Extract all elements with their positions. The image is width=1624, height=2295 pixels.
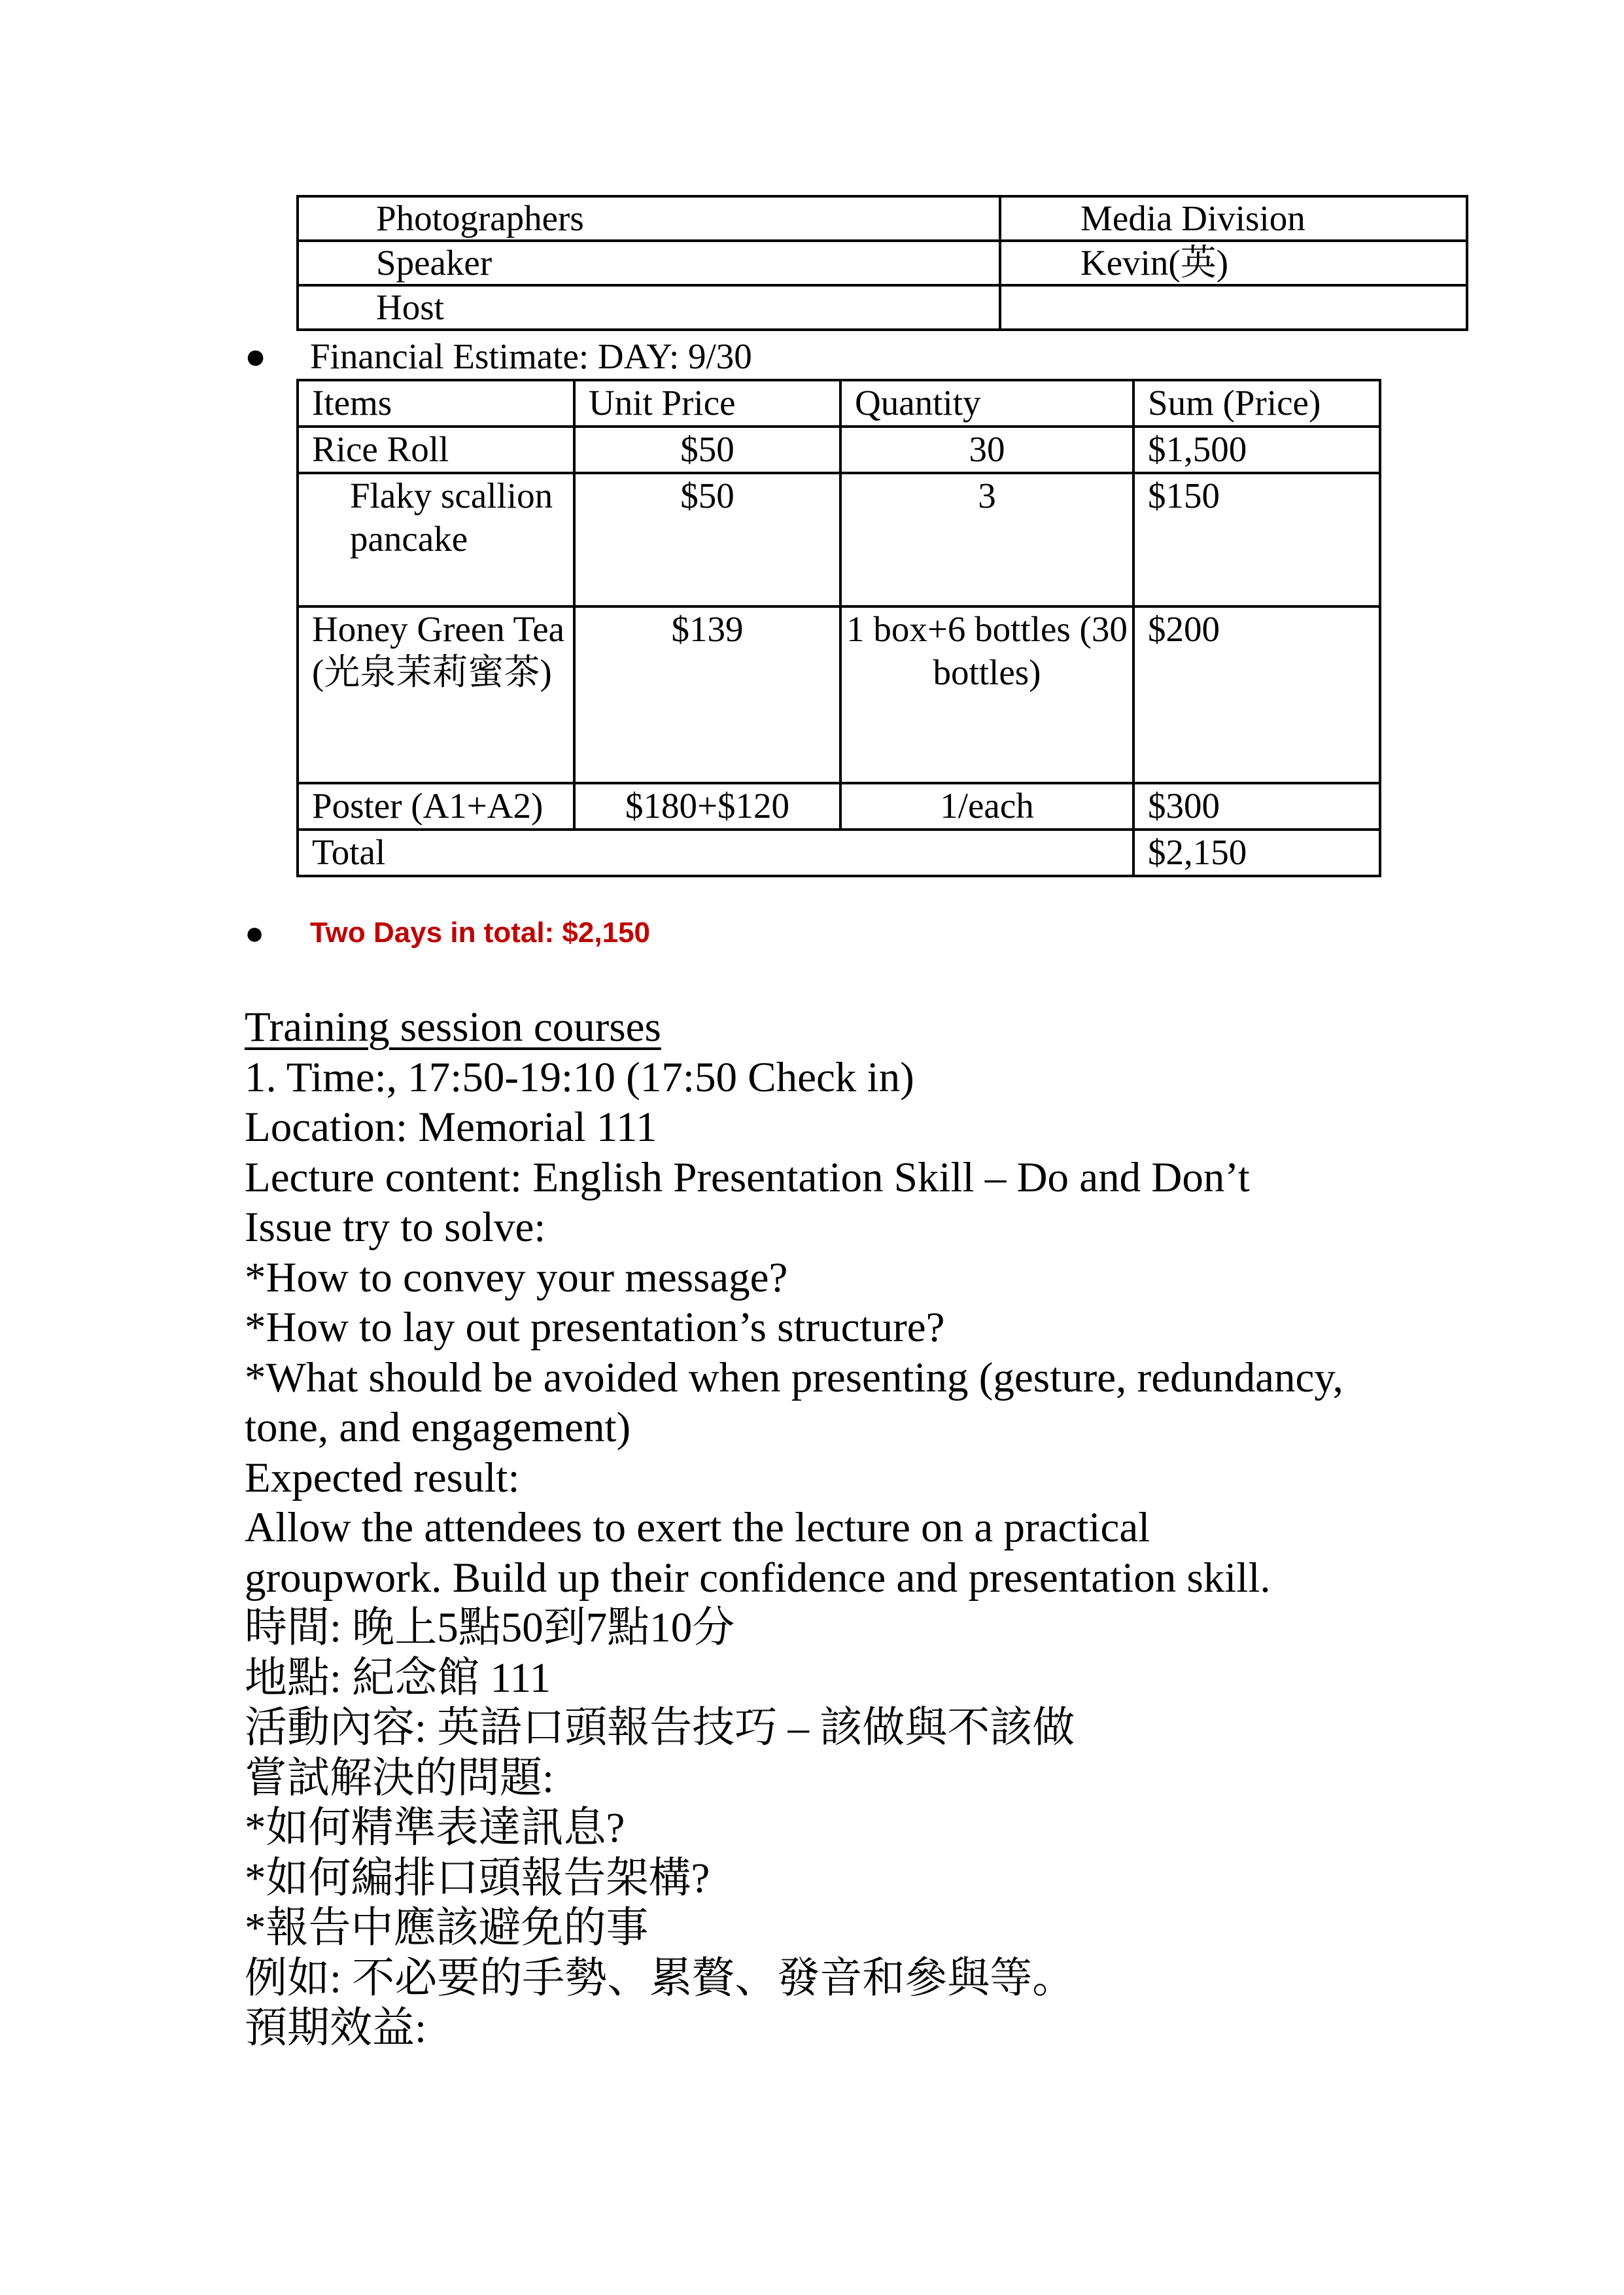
roles-table <box>296 195 1468 331</box>
training-line: 例如: 不必要的手勢、累贅、發音和參與等。 <box>245 1954 1075 2002</box>
training-line: groupwork. Build up their confidence and presentation skill. <box>245 1554 1271 1602</box>
item-cell: Poster (A1+A2) <box>298 783 574 830</box>
table-row <box>298 285 1467 330</box>
table-row <box>298 241 1467 285</box>
column-header: Unit Price <box>574 380 840 427</box>
item-cell: Honey Green Tea (光泉茉莉蜜茶) <box>298 606 574 783</box>
sum-cell: $1,500 <box>1133 427 1380 473</box>
role-cell: Host <box>298 285 1000 330</box>
total-value-cell: $2,150 <box>1133 830 1380 876</box>
training-line: *How to lay out presentation’s structure? <box>245 1304 945 1351</box>
table-row <box>298 473 1380 606</box>
item-cell: Rice Roll <box>298 427 574 473</box>
training-line: Issue try to solve: <box>245 1204 546 1251</box>
training-line: *報告中應該避免的事 <box>245 1904 649 1952</box>
role-cell: Photographers <box>298 196 1000 241</box>
total-label-cell: Total <box>298 830 1133 876</box>
training-line: *How to convey your message? <box>245 1253 788 1301</box>
item-cell: Flaky scallion pancake <box>298 473 574 606</box>
column-header: Items <box>298 380 574 427</box>
assignee-cell <box>1000 285 1467 330</box>
unit-price-cell: $50 <box>574 473 840 606</box>
bullet-icon: ● <box>245 915 265 951</box>
training-line: 時間: 晚上5點50到7點10分 <box>245 1604 735 1651</box>
financial-table <box>296 379 1381 877</box>
two-days-total-bullet <box>245 915 651 953</box>
training-line: Allow the attendees to exert the lecture on a practical <box>245 1504 1150 1551</box>
two-days-total-text: Two Days in total: $2,150 <box>310 917 651 949</box>
training-line: Expected result: <box>245 1454 520 1501</box>
column-header: Quantity <box>840 380 1133 427</box>
unit-price-cell: $50 <box>574 427 840 473</box>
assignee-cell: Media Division <box>1000 196 1467 241</box>
unit-price-cell: $139 <box>574 606 840 783</box>
training-line: Location: Memorial 111 <box>245 1104 657 1151</box>
table-header-row <box>298 380 1380 427</box>
training-line: 預期效益: <box>245 2005 427 2052</box>
quantity-cell: 30 <box>840 427 1133 473</box>
role-cell: Speaker <box>298 241 1000 285</box>
training-line: tone, and engagement) <box>245 1404 631 1451</box>
training-section <box>245 1002 1487 2054</box>
training-line: 1. Time:, 17:50-19:10 (17:50 Check in) <box>245 1053 914 1101</box>
assignee-cell: Kevin(英) <box>1000 241 1467 285</box>
financial-estimate-heading: Financial Estimate: DAY: 9/30 <box>310 336 752 376</box>
quantity-cell: 1 box+6 bottles (30 bottles) <box>840 606 1133 783</box>
unit-price-cell: $180+$120 <box>574 783 840 830</box>
training-line: Lecture content: English Presentation Skill – Do and Don’t <box>245 1153 1250 1201</box>
quantity-cell: 1/each <box>840 783 1133 830</box>
bullet-icon: ● <box>245 336 267 376</box>
training-line: *What should be avoided when presenting (gesture, redundancy, <box>245 1354 1343 1401</box>
training-line: 活動內容: 英語口頭報告技巧 – 該做與不該做 <box>245 1704 1075 1751</box>
training-line: *如何精準表達訊息? <box>245 1804 625 1851</box>
table-row <box>298 196 1467 241</box>
table-row <box>298 606 1380 783</box>
training-line: *如何編排口頭報告架構? <box>245 1854 710 1902</box>
sum-cell: $200 <box>1133 606 1380 783</box>
training-heading: Training session courses <box>245 1004 661 1051</box>
training-line: 地點: 紀念館 111 <box>245 1654 551 1702</box>
table-row <box>298 427 1380 473</box>
quantity-cell: 3 <box>840 473 1133 606</box>
training-line: 嘗試解決的問題: <box>245 1754 555 1802</box>
table-total-row <box>298 830 1380 876</box>
sum-cell: $150 <box>1133 473 1380 606</box>
column-header: Sum (Price) <box>1133 380 1380 427</box>
table-row <box>298 783 1380 830</box>
sum-cell: $300 <box>1133 783 1380 830</box>
